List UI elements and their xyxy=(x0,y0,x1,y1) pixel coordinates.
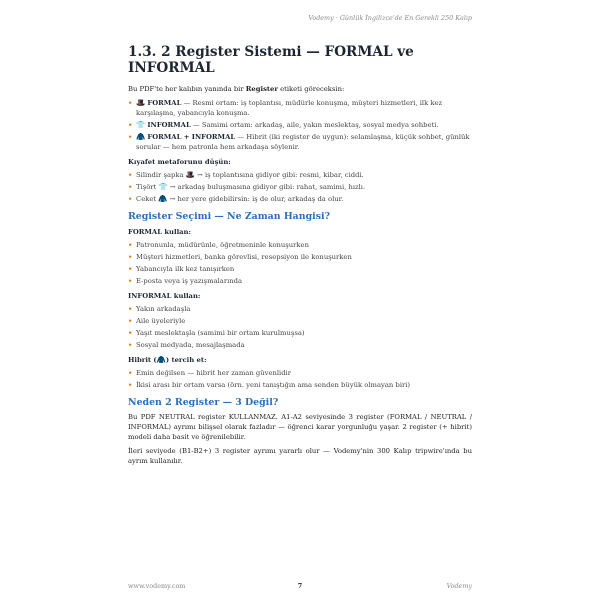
hybrid-list xyxy=(128,368,472,390)
register-choice-heading: Register Seçimi — Ne Zaman Hangisi? xyxy=(128,210,331,222)
list-item: • E-posta veya iş yazışmalarında xyxy=(128,276,243,285)
tshirt-icon: 👕 xyxy=(136,119,146,129)
list-item: • Yakın arkadaşla xyxy=(128,304,191,313)
list-item: • Ceket 🧥 → her yere gidebilirsin: iş de olur, arkadaş da olur. xyxy=(128,193,344,203)
metaphor-list xyxy=(128,170,472,204)
list-item: • Sosyal medyada, mesajlaşmada xyxy=(128,340,245,349)
list-item: • Patronunla, müdürünle, öğretmeninle konuşurken xyxy=(128,240,309,249)
page-content xyxy=(128,44,472,470)
coat-icon: 🧥 xyxy=(156,354,166,364)
formal-list xyxy=(128,240,472,286)
list-item: • 👕 INFORMAL — Samimi ortam: arkadaş, aile, yakın meslektaş, sosyal medya sohbeti. xyxy=(128,119,439,129)
list-item: • Yaşıt meslektaşla (samimi bir ortam kurulmuşsa) xyxy=(128,328,305,337)
list-item: • İkisi arası bir ortam varsa (örn. yeni tanıştığın ama senden büyük olmayan biri) xyxy=(128,380,411,389)
intro-paragraph: Bu PDF'te her kalıbın yanında bir Register etiketi göreceksin: xyxy=(128,84,345,93)
list-item: • Aile üyeleriyle xyxy=(128,316,186,325)
list-item: • Tişört 👕 → arkadaş buluşmasına gidiyor gibi: rahat, samimi, hızlı. xyxy=(128,181,366,191)
coat-icon: 🧥 xyxy=(136,131,146,141)
coat-icon: 🧥 xyxy=(158,193,168,203)
informal-label: INFORMAL kullan: xyxy=(128,291,201,300)
footer-site-link[interactable]: www.vodemy.com xyxy=(128,582,186,590)
why-paragraph-1: Bu PDF NEUTRAL register KULLANMAZ. A1-A2 seviyesinde 3 register (FORMAL / NEUTRAL / INFORMAL) ayrımı bilişsel olarak fazladır — öğrenci karar yorgunluğu yaşar. 2 register (+ hibrit) modeli daha basit ve öğrenilebilir. xyxy=(128,413,472,442)
list-item: • 🧥 FORMAL + INFORMAL — Hibrit (iki register de uygun): selamlaşma, küçük sohbet, günlük sorular — hem patronla hem arkadaşa söylenir. xyxy=(128,131,470,151)
page-number: 7 xyxy=(297,582,303,590)
register-tag-list xyxy=(128,98,472,152)
footer-brand: Vodemy xyxy=(446,582,472,590)
why-paragraph-2: İleri seviyede (B1-B2+) 3 register ayrımı yararlı olur — Vodemy'nin 300 Kalıp tripwire'ında bu ayrım kullanılır. xyxy=(128,447,472,466)
informal-list xyxy=(128,304,472,350)
list-item: • Yabancıyla ilk kez tanışırken xyxy=(128,264,235,273)
section-title: 1.3. 2 Register Sistemi — FORMAL ve INFORMAL xyxy=(128,44,414,77)
list-item: • Emin değilsen — hibrit her zaman güvenlidir xyxy=(128,368,291,377)
top-hat-icon: 🎩 xyxy=(185,169,195,179)
list-item: • 🎩 FORMAL — Resmi ortam: iş toplantısı, müdürle konuşma, müşteri hizmetleri, ilk kez karşılaşma, yabancıyla konuşma. xyxy=(128,97,443,117)
tshirt-icon: 👕 xyxy=(158,181,168,191)
metaphor-label: Kıyafet metaforunu düşün: xyxy=(128,157,231,166)
why-two-registers-heading: Neden 2 Register — 3 Değil? xyxy=(128,396,279,408)
formal-label: FORMAL kullan: xyxy=(128,227,192,236)
list-item: • Müşteri hizmetleri, banka görevlisi, resepsiyon ile konuşurken xyxy=(128,252,352,261)
top-hat-icon: 🎩 xyxy=(136,97,146,107)
list-item: • Silindir şapka 🎩 → iş toplantısına gidiyor gibi: resmi, kibar, ciddi. xyxy=(128,169,364,179)
hybrid-label: Hibrit (🧥) tercih et: xyxy=(128,354,207,364)
running-header: Vodemy · Günlük İngilizce'de En Gerekli 250 Kalıp xyxy=(308,14,472,22)
